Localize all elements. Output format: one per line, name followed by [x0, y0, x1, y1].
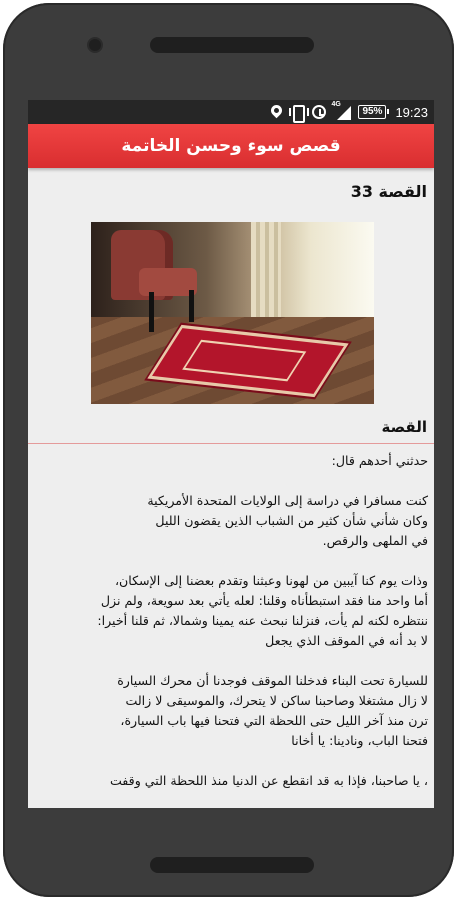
story-content[interactable] — [28, 168, 434, 808]
network-type-label: 4G — [331, 101, 341, 108]
status-clock: 19:23 — [395, 104, 428, 120]
status-bar — [28, 100, 434, 124]
location-icon — [269, 103, 285, 119]
section-divider — [28, 443, 434, 444]
story-paragraph: ، يا صاحبنا، فإذا به قد انقطع عن الدنيا منذ اللحظة التي وقفت — [109, 773, 428, 788]
section-heading: القصة — [381, 418, 427, 436]
story-paragraph: كنت مسافرا في دراسة إلى الولايات المتحدة الأمريكية وكان شأني شأن كثير من الشباب الذين يقضون الليل في الملهى والرقص. — [147, 493, 428, 548]
bottom-speaker — [150, 857, 314, 873]
story-paragraph: وذات يوم كنا آيبين من لهونا وعبثنا وتقدم بعضنا إلى الإسكان، أما واحد منا فقد استبطأناه وقلنا: لعله يأتي بعد سويعة، ولم نزل ننتظره لكنه لم يأت، فنزلنا نبحث عنه يمينا وشمالا، ثم قلنا أخيرا: لا بد أنه في الموقف الذي يجعل — [97, 573, 428, 648]
story-body — [32, 451, 428, 808]
front-camera — [87, 37, 103, 53]
earpiece-speaker — [150, 37, 314, 53]
signal-4g-icon — [331, 101, 351, 120]
app-title: قصص سوء وحسن الخاتمة — [121, 136, 341, 156]
phone-frame — [3, 3, 454, 897]
screen — [28, 100, 434, 808]
vibrate-icon — [289, 105, 305, 119]
story-paragraph: للسيارة تحت البناء فدخلنا الموقف فوجدنا أن محرك السيارة لا زال مشتغلا وصاحبنا ساكن لا يتحرك، والموسيقى لا زالت ترن منذ آخر الليل حتى اللحظة التي فتحنا فيها باب السيارة، فتحنا الباب، ونادينا: يا أخانا — [117, 673, 428, 748]
story-paragraph: حدثني أحدهم قال: — [331, 453, 428, 468]
story-image — [91, 222, 374, 404]
story-title: القصة 33 — [350, 182, 427, 201]
app-bar — [28, 124, 434, 168]
alarm-icon — [312, 105, 326, 119]
battery-icon: 95% — [358, 105, 386, 119]
